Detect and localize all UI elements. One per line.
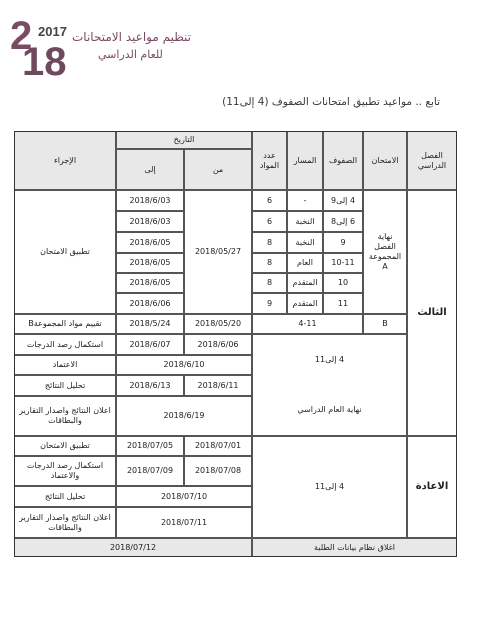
post2-date: 2018/6/10 — [116, 355, 252, 375]
row6-track: المتقدم — [287, 293, 323, 314]
end-of-year-label: نهاية العام الدراسي — [297, 405, 362, 414]
post2-procedure: الاعتماد — [14, 355, 116, 375]
retake2-to: 2018/07/09 — [116, 456, 184, 486]
logo-digit-2: 2 — [10, 14, 33, 58]
row3-count: 8 — [252, 232, 287, 253]
retake-grades: 4 إلى11 — [252, 436, 407, 538]
row1-track: - — [287, 190, 323, 211]
header-date: التاريخ — [116, 131, 252, 149]
retake3-procedure: تحليل النتائج — [14, 486, 116, 507]
header-semester: الفصل الدراسي — [407, 131, 457, 190]
group-b-grades: 4-11 — [252, 314, 363, 334]
header-procedure: الإجراء — [14, 131, 116, 190]
row1-grades: 4 إلى9 — [323, 190, 363, 211]
row5-count: 8 — [252, 273, 287, 293]
logo-line-1: تنظيم مواعيد الامتحانات — [72, 30, 192, 44]
row2-grades: 6 إلى8 — [323, 211, 363, 232]
retake4-date: 2018/07/11 — [116, 507, 252, 538]
footer-label: اغلاق نظام بيانات الطلبة — [252, 538, 457, 557]
footer-date: 2018/07/12 — [14, 538, 252, 557]
header-to: إلى — [116, 149, 184, 190]
row3-grades: 9 — [323, 232, 363, 253]
third-span-grades — [252, 334, 407, 436]
page-heading: تابع .. مواعيد تطبيق امتحانات الصفوف (4 إلى11) — [222, 96, 440, 108]
group-b-to: 2018/5/24 — [116, 314, 184, 334]
logo-digit-18: 18 — [22, 40, 67, 84]
row1-to: 2018/6/03 — [116, 190, 184, 211]
row4-track: العام — [287, 253, 323, 273]
retake1-to: 2018/07/05 — [116, 436, 184, 456]
header-exam: الامتحان — [363, 131, 407, 190]
row5-to: 2018/6/05 — [116, 273, 184, 293]
row6-grades: 11 — [323, 293, 363, 314]
logo-year-small: 2017 — [38, 24, 67, 39]
group-a-procedure: تطبيق الامتحان — [14, 190, 116, 314]
row2-to: 2018/6/03 — [116, 211, 184, 232]
post1-procedure: استكمال رصد الدرجات — [14, 334, 116, 355]
post4-procedure: اعلان النتائج واصدار التقارير والبطاقات — [14, 396, 116, 436]
post3-to: 2018/6/13 — [116, 375, 184, 396]
row4-to: 2018/6/05 — [116, 253, 184, 273]
exam-group-a: نهاية الفصل المجموعة A — [363, 190, 407, 314]
exam-group-b: B — [363, 314, 407, 334]
semester-third: الثالث — [407, 190, 457, 436]
post4-date: 2018/6/19 — [116, 396, 252, 436]
logo-line-2: للعام الدراسي — [98, 48, 163, 61]
retake2-procedure: استكمال رصد الدرجات والاعتماد — [14, 456, 116, 486]
retake2-from: 2018/07/08 — [184, 456, 252, 486]
row3-track: النخبة — [287, 232, 323, 253]
header-from: من — [184, 149, 252, 190]
group-b-from: 2018/05/20 — [184, 314, 252, 334]
third-span-grades-label: 4 إلى11 — [314, 355, 345, 364]
row1-count: 6 — [252, 190, 287, 211]
semester-retake: الاعادة — [407, 436, 457, 538]
row5-grades: 10 — [323, 273, 363, 293]
retake1-procedure: تطبيق الامتحان — [14, 436, 116, 456]
retake3-date: 2018/07/10 — [116, 486, 252, 507]
header-grades: الصفوف — [323, 131, 363, 190]
header-track: المسار — [287, 131, 323, 190]
retake4-procedure: اعلان النتائج واصدار التقارير والبطاقات — [14, 507, 116, 538]
row4-grades: 10-11 — [323, 253, 363, 273]
row2-track: النخبة — [287, 211, 323, 232]
group-b-procedure: تقييم مواد المجموعةB — [14, 314, 116, 334]
row4-count: 8 — [252, 253, 287, 273]
row3-to: 2018/6/05 — [116, 232, 184, 253]
header-subjects-count: عدد المواد — [252, 131, 287, 190]
post1-from: 2018/6/06 — [184, 334, 252, 355]
post1-to: 2018/6/07 — [116, 334, 184, 355]
group-a-from-date: 2018/05/27 — [184, 190, 252, 314]
post3-procedure: تحليل النتائج — [14, 375, 116, 396]
row5-track: المتقدم — [287, 273, 323, 293]
row6-to: 2018/6/06 — [116, 293, 184, 314]
row6-count: 9 — [252, 293, 287, 314]
retake1-from: 2018/07/01 — [184, 436, 252, 456]
row2-count: 6 — [252, 211, 287, 232]
post3-from: 2018/6/11 — [184, 375, 252, 396]
